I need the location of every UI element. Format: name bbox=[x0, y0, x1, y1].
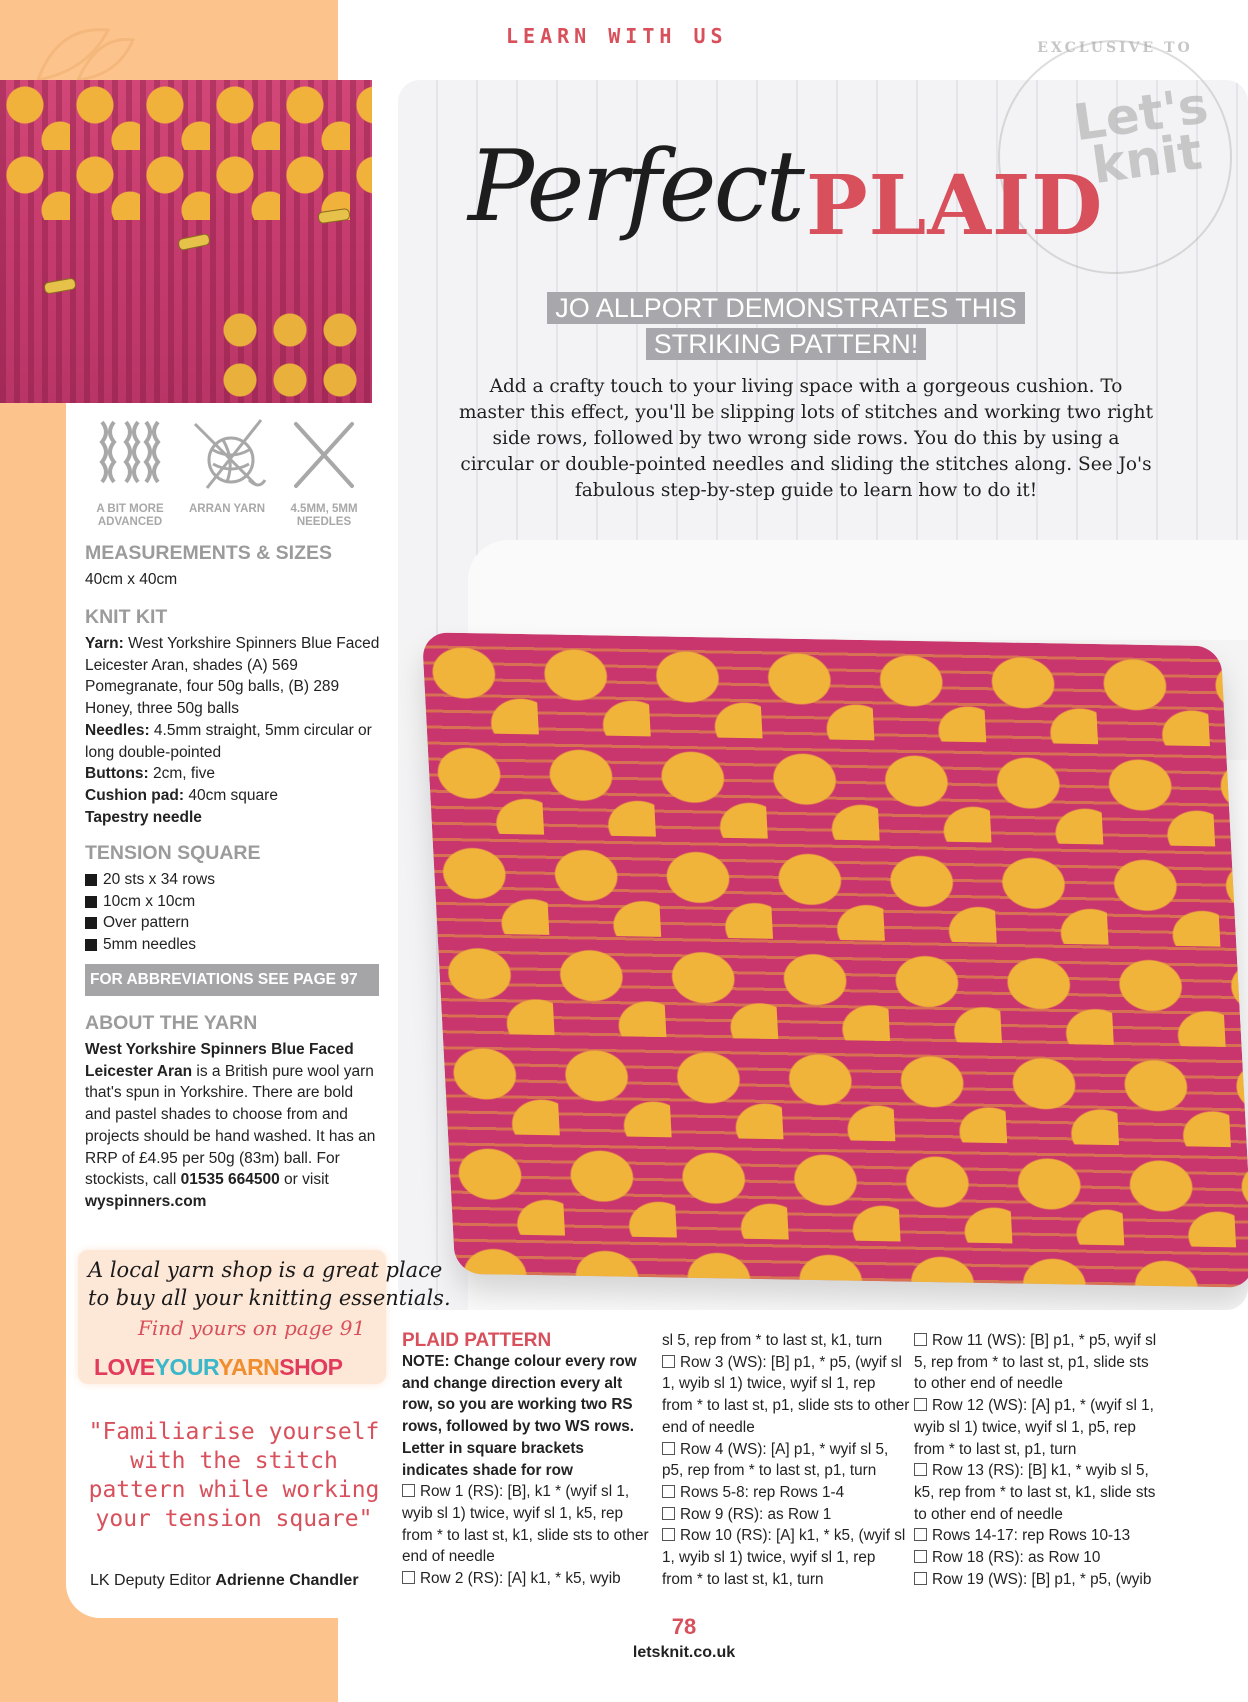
list-item: 5mm needles bbox=[85, 934, 380, 956]
lets-knit-logo: Let's knit bbox=[1070, 76, 1212, 196]
pattern-column-1 bbox=[402, 1330, 650, 1590]
pattern-row-continued: sl 5, rep from * to last st, k1, turn bbox=[662, 1332, 883, 1349]
standfirst-line-2: STRIKING PATTERN! bbox=[646, 328, 927, 360]
pattern-column-2 bbox=[662, 1330, 910, 1590]
pattern-note: NOTE: Change colour every row and change direction every alt row, so you are working two RS rows, followed by two WS rows. Letter in square brackets indicates shade for row bbox=[402, 1353, 637, 1479]
pattern-column-3 bbox=[914, 1330, 1162, 1590]
checkbox-icon[interactable] bbox=[662, 1355, 675, 1368]
about-yarn-body: West Yorkshire Spinners Blue Faced Leicester Aran is a British pure wool yarn that's spun in Yorkshire. There are bold and pastel shades to choose from and projects should be hand washed. It has an RRP of £4.95 per 50g (83m) ball. For stockists, call 01535 664500 or visit wyspinners.com bbox=[85, 1041, 376, 1210]
checkbox-icon[interactable] bbox=[402, 1484, 415, 1497]
pattern-row: Row 3 (WS): [B] p1, * p5, (wyif sl 1, wyib sl 1) twice, wyif sl 1, rep from * to last st, p1, slide sts to other end of needle bbox=[662, 1353, 910, 1436]
bullet-square-icon bbox=[85, 939, 97, 951]
kit-label: Cushion pad: bbox=[85, 786, 185, 804]
pattern-row: Row 10 (RS): [A] k1, * k5, (wyif sl 1, wyib sl 1) twice, wyif sl 1, rep from * to last st, k1, turn bbox=[662, 1527, 906, 1588]
project-icons bbox=[84, 414, 374, 528]
pattern-row: Row 13 (RS): [B] k1, * wyib sl 5, k5, rep from * to last st, k1, slide sts to other end of needle bbox=[914, 1462, 1156, 1523]
knit-detail-photo bbox=[0, 80, 372, 403]
checkbox-icon[interactable] bbox=[914, 1528, 927, 1541]
intro-paragraph: Add a crafty touch to your living space with a gorgeous cushion. To master this effect, you'll be slipping lots of stitches and working two right side rows, followed by two wrong side rows. You do this by using a circular or double-pointed needles and sliding the stitches along. See Jo's fabulous step-by-step guide to learn how to do it! bbox=[458, 376, 1154, 501]
pattern-row: Row 12 (WS): [A] p1, * (wyif sl 1, wyib sl 1) twice, wyif sl 1, p5, rep from * to last st, p1, turn bbox=[914, 1397, 1154, 1458]
pattern-heading: PLAID PATTERN bbox=[402, 1330, 552, 1351]
list-item: Over pattern bbox=[85, 912, 380, 934]
yarn-shop-find: Find yours on page 91 bbox=[138, 1316, 366, 1340]
knit-kit-body bbox=[85, 633, 380, 828]
about-yarn-section bbox=[85, 1012, 380, 1213]
pattern-row: Row 18 (RS): as Row 10 bbox=[914, 1547, 1162, 1569]
bullet-square-icon bbox=[85, 874, 97, 886]
checkbox-icon[interactable] bbox=[914, 1572, 927, 1585]
checkbox-icon[interactable] bbox=[662, 1485, 675, 1498]
standfirst bbox=[544, 290, 1028, 362]
abbreviations-bar: FOR ABBREVIATIONS SEE PAGE 97 bbox=[85, 964, 379, 996]
list-item: 20 sts x 34 rows bbox=[85, 869, 380, 891]
tension-heading: TENSION SQUARE bbox=[85, 842, 261, 864]
yarn-shop-line-1: A local yarn shop is a great place bbox=[88, 1258, 443, 1282]
pattern-row: Row 19 (WS): [B] p1, * p5, (wyib bbox=[914, 1569, 1162, 1591]
love-your-yarn-shop-logo: LOVEYOURYARNSHOP bbox=[94, 1354, 343, 1380]
kit-text: 4.5mm straight, 5mm circular or long double-pointed bbox=[85, 721, 372, 761]
pattern-row: Row 9 (RS): as Row 1 bbox=[662, 1504, 910, 1526]
yarn-ball-icon bbox=[187, 414, 267, 494]
stitch-icon bbox=[90, 414, 170, 494]
toggle-button-image bbox=[43, 277, 77, 294]
yarn-label: ARRAN YARN bbox=[188, 503, 266, 515]
pattern-row: Rows 5-8: rep Rows 1-4 bbox=[662, 1482, 910, 1504]
title-script: Perfect bbox=[468, 130, 802, 244]
standfirst-line-1: JO ALLPORT DEMONSTRATES THIS bbox=[547, 292, 1025, 324]
plaid-cushion bbox=[422, 632, 1248, 1287]
yarn-shop-line-2: to buy all your knitting essentials. bbox=[88, 1286, 451, 1310]
about-yarn-heading: ABOUT THE YARN bbox=[85, 1012, 258, 1034]
checkbox-icon[interactable] bbox=[662, 1507, 675, 1520]
kit-text: 40cm square bbox=[184, 786, 278, 804]
site-url[interactable]: letsknit.co.uk bbox=[632, 1644, 736, 1661]
checkbox-icon[interactable] bbox=[662, 1528, 675, 1541]
quote-attribution: LK Deputy Editor Adrienne Chandler bbox=[90, 1572, 359, 1589]
website-link[interactable]: wyspinners.com bbox=[85, 1192, 207, 1210]
pattern-row: Rows 14-17: rep Rows 10-13 bbox=[914, 1525, 1162, 1547]
difficulty-block bbox=[80, 414, 180, 529]
toggle-button-image bbox=[177, 233, 211, 251]
pattern-row: Row 11 (WS): [B] p1, * p5, wyif sl 5, rep from * to last st, p1, slide sts to other end of needle bbox=[914, 1332, 1157, 1393]
checkbox-icon[interactable] bbox=[402, 1571, 415, 1584]
checkbox-icon[interactable] bbox=[914, 1333, 927, 1346]
kit-text: 2cm, five bbox=[148, 765, 216, 783]
needles-block bbox=[274, 414, 374, 529]
kit-label: Tapestry needle bbox=[85, 808, 202, 826]
needles-label: 4.5MM, 5MM NEEDLES bbox=[290, 503, 358, 528]
kit-label: Buttons: bbox=[85, 765, 149, 783]
stamp-ring-text: EXCLUSIVE TO bbox=[1037, 40, 1193, 56]
honey-pattern-dots bbox=[0, 80, 372, 220]
tension-section bbox=[85, 842, 380, 956]
knit-kit-heading: KNIT KIT bbox=[85, 606, 168, 628]
bullet-square-icon bbox=[85, 917, 97, 929]
list-item: 10cm x 10cm bbox=[85, 891, 380, 913]
pattern-row: Row 1 (RS): [B], k1 * (wyif sl 1, wyib sl 1) twice, wyif sl 1, k5, rep from * to last st, k1, slide sts to other end of needle bbox=[402, 1483, 649, 1566]
kit-text: West Yorkshire Spinners Blue Faced Leicester Aran, shades (A) 569 Pomegranate, four 50g balls, (B) 289 Honey, three 50g balls bbox=[85, 635, 380, 718]
honey-pattern-dots-lower bbox=[220, 310, 372, 403]
measurements-value: 40cm x 40cm bbox=[85, 571, 178, 588]
tension-list bbox=[85, 869, 380, 956]
difficulty-label: A BIT MORE ADVANCED bbox=[96, 503, 164, 528]
section-header: LEARN WITH US bbox=[506, 24, 728, 48]
needles-icon bbox=[284, 414, 364, 494]
kit-label: Needles: bbox=[85, 721, 150, 739]
knit-kit-section bbox=[85, 606, 380, 828]
bullet-square-icon bbox=[85, 896, 97, 908]
title-bold: PLAID bbox=[806, 158, 1104, 254]
checkbox-icon[interactable] bbox=[662, 1442, 675, 1455]
yarn-block bbox=[177, 414, 277, 516]
checkbox-icon[interactable] bbox=[914, 1463, 927, 1476]
measurements-heading: MEASUREMENTS & SIZES bbox=[85, 542, 333, 564]
measurements-section bbox=[85, 542, 380, 591]
checkbox-icon[interactable] bbox=[914, 1550, 927, 1563]
page-number: 78 bbox=[671, 1614, 697, 1639]
pattern-row: Row 4 (WS): [A] p1, * wyif sl 5, p5, rep from * to last st, p1, turn bbox=[662, 1440, 889, 1480]
checkbox-icon[interactable] bbox=[914, 1398, 927, 1411]
pattern-row: Row 2 (RS): [A] k1, * k5, wyib bbox=[402, 1568, 650, 1590]
pull-quote: "Familiarise yourself with the stitch pattern while working your tension square" bbox=[88, 1419, 380, 1532]
kit-label: Yarn: bbox=[85, 635, 124, 652]
